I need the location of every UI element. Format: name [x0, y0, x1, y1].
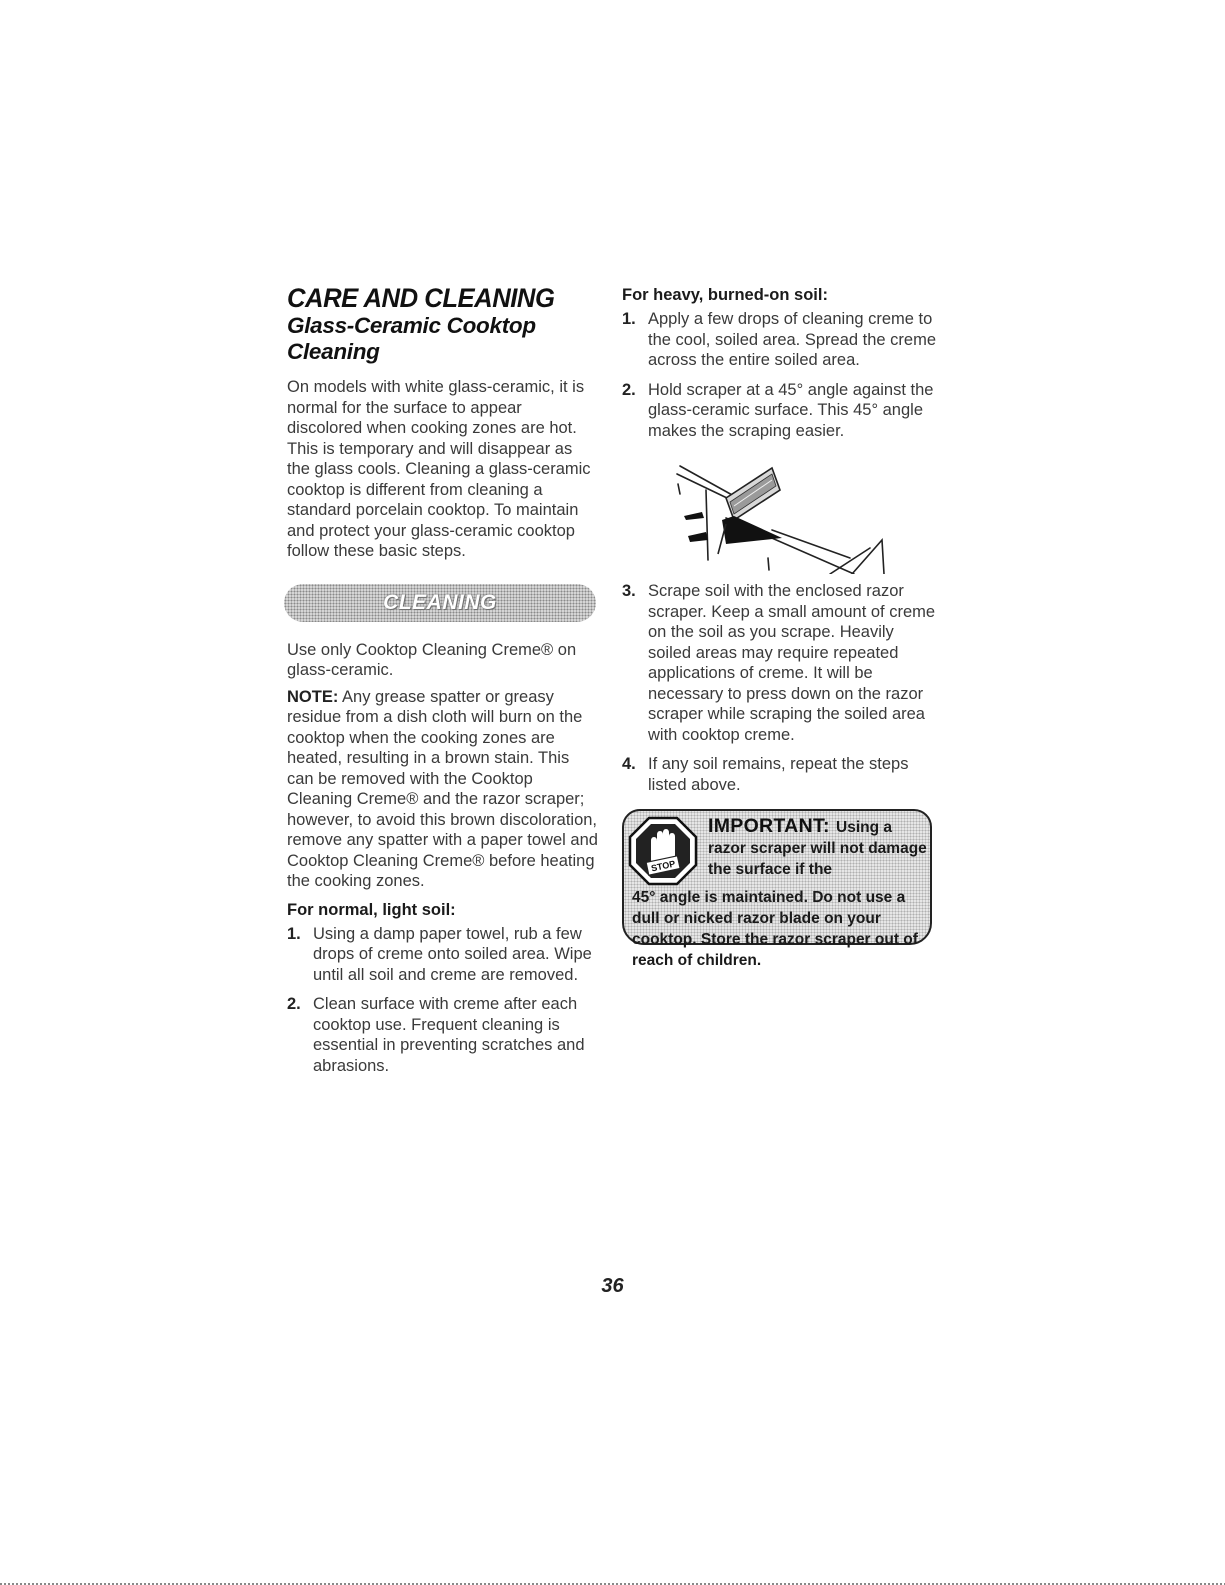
page-number: 36 — [601, 1275, 624, 1297]
step-text: Clean surface with creme after each cooktop use. Frequent cleaning is essential in preventing scratches and abrasions. — [313, 995, 585, 1075]
important-body: 45° angle is maintained. Do not use a dull or nicked razor blade on your cooktop. Store the razor scraper out of reach of children. — [632, 889, 918, 969]
step-number: 1. — [622, 310, 636, 328]
heavy-soil-steps-bottom — [622, 581, 940, 795]
step-number: 2. — [622, 380, 636, 399]
list-item — [287, 924, 599, 986]
normal-soil-steps — [287, 924, 599, 1077]
step-text: Scrape soil with the enclosed razor scraper. Keep a small amount of creme on the soil as you scrape. Heavily soiled areas may require repeated applications of creme. It will be necessary to press down on the razor scraper while scraping the soiled area with cooktop creme. — [648, 582, 936, 744]
important-label: IMPORTANT: — [708, 815, 830, 837]
list-item — [622, 754, 940, 795]
note-label: NOTE: — [287, 687, 339, 706]
step-text: Using a damp paper towel, rub a few drops of creme onto soiled area. Wipe until all soil and creme are removed. — [313, 924, 592, 984]
list-item — [622, 309, 940, 371]
intro-paragraph: On models with white glass-ceramic, it is normal for the surface to appear discolored when cooking zones are hot. This is temporary and will disappear as the glass cools. Cleaning a glass-ceramic cooktop is different from cleaning a standard porcelain cooktop. To maintain and protect your glass-ceramic cooktop follow these basic steps. — [287, 378, 591, 560]
important-lead-text: Using a razor scraper will not damage the surface if the — [708, 819, 927, 878]
note-paragraph — [287, 687, 599, 892]
step-number: 1. — [287, 924, 301, 943]
scraper-illustration — [622, 454, 940, 574]
list-item — [622, 380, 940, 442]
normal-soil-heading: For normal, light soil: — [287, 900, 456, 919]
use-only-paragraph: Use only Cooktop Cleaning Creme® on glass-ceramic. — [287, 640, 577, 679]
heavy-soil-heading: For heavy, burned-on soil: — [622, 286, 828, 304]
left-column — [287, 283, 599, 1085]
list-item — [287, 994, 599, 1076]
step-number: 3. — [622, 582, 636, 600]
step-text: If any soil remains, repeat the steps listed above. — [648, 755, 909, 794]
step-text: Hold scraper at a 45° angle against the glass-ceramic surface. This 45° angle makes the scraping easier. — [648, 380, 934, 440]
heavy-soil-steps-top — [622, 309, 940, 441]
step-number: 4. — [622, 755, 636, 773]
step-text: Apply a few drops of cleaning creme to the cool, soiled area. Spread the creme across the entire soiled area. — [648, 310, 937, 369]
cleaning-banner — [284, 584, 596, 622]
cleaning-banner-label: CLEANING — [383, 590, 497, 614]
section-title: CARE AND CLEANING — [287, 283, 555, 313]
stop-icon-label: STOP — [650, 858, 677, 874]
note-text: Any grease spatter or greasy residue from a dish cloth will burn on the cooktop when the cooking zones are heated, resulting in a brown stain. This can be removed with the Cooktop Cleaning Creme® and the razor scraper; however, to avoid this brown discoloration, remove any spatter with a paper towel and Cooktop Cleaning Creme® before heating the cooking zones. — [287, 687, 598, 890]
subsection-title: Glass-Ceramic Cooktop Cleaning — [287, 313, 536, 364]
step-number: 2. — [287, 995, 301, 1013]
right-column — [622, 285, 940, 969]
important-warning-box — [622, 809, 932, 969]
list-item — [622, 581, 940, 745]
stop-hand-icon — [627, 815, 699, 887]
